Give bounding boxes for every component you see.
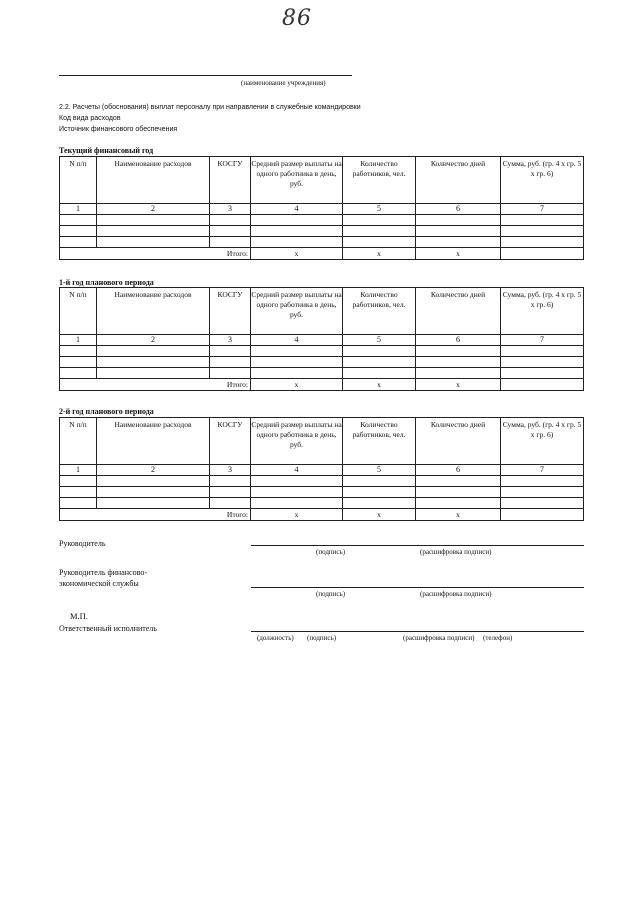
cell[interactable]	[210, 226, 251, 237]
cell[interactable]	[251, 357, 343, 368]
col-header: N п/п	[60, 418, 97, 465]
total-row	[60, 509, 584, 521]
cell[interactable]	[343, 487, 416, 498]
signature-executor-position-caption: (должность)	[257, 634, 294, 642]
cell[interactable]	[251, 498, 343, 509]
cell[interactable]	[501, 357, 584, 368]
signature-executor-line[interactable]	[251, 631, 584, 632]
col-number: 1	[60, 204, 97, 215]
cell[interactable]	[416, 498, 501, 509]
col-number: 7	[501, 465, 584, 476]
col-number: 5	[343, 465, 416, 476]
table-plan-year-2	[59, 417, 584, 521]
col-header: Количество работников, чел.	[343, 157, 416, 204]
total-sum-cell[interactable]	[501, 379, 584, 391]
col-number: 7	[501, 335, 584, 346]
col-header: Количество работников, чел.	[343, 288, 416, 335]
cell[interactable]	[97, 226, 210, 237]
signature-finance-label-1: Руководитель финансово-	[59, 568, 147, 577]
cell[interactable]	[60, 346, 97, 357]
cell[interactable]	[97, 357, 210, 368]
cell[interactable]	[210, 368, 251, 379]
col-number: 2	[97, 465, 210, 476]
cell[interactable]	[210, 215, 251, 226]
table-row	[60, 226, 584, 237]
cell[interactable]	[97, 487, 210, 498]
col-header: Количество дней	[416, 418, 501, 465]
signature-head-decode-caption: (расшифровка подписи)	[420, 548, 492, 556]
cell[interactable]	[60, 357, 97, 368]
cell[interactable]	[60, 487, 97, 498]
cell[interactable]	[210, 476, 251, 487]
col-number: 2	[97, 335, 210, 346]
col-number: 3	[210, 465, 251, 476]
col-number: 6	[416, 335, 501, 346]
table-row	[60, 487, 584, 498]
col-header: N п/п	[60, 288, 97, 335]
cell[interactable]	[210, 487, 251, 498]
cell[interactable]	[60, 498, 97, 509]
signature-head-label: Руководитель	[59, 539, 106, 548]
header-calc-title: 2.2. Расчеты (обоснования) выплат персоналу при направлении в служебные командировки	[59, 104, 361, 111]
col-header: Количество работников, чел.	[343, 418, 416, 465]
cell[interactable]	[416, 226, 501, 237]
total-mark: x	[251, 509, 343, 521]
cell[interactable]	[60, 226, 97, 237]
section-title-current-year: Текущий финансовый год	[59, 146, 154, 155]
header-expense-code: Код вида расходов	[59, 115, 121, 122]
table-row	[60, 346, 584, 357]
col-header: КОСГУ	[210, 418, 251, 465]
cell[interactable]	[97, 476, 210, 487]
cell[interactable]	[210, 346, 251, 357]
cell[interactable]	[343, 498, 416, 509]
cell[interactable]	[501, 498, 584, 509]
total-label: Итого:	[60, 248, 251, 260]
col-number: 4	[251, 335, 343, 346]
section-title-plan-year-2: 2-й год планового периода	[59, 407, 154, 416]
page-number: 86	[282, 6, 312, 31]
cell[interactable]	[251, 487, 343, 498]
col-header: Наименование расходов	[97, 418, 210, 465]
cell[interactable]	[501, 487, 584, 498]
col-number: 4	[251, 465, 343, 476]
cell[interactable]	[501, 226, 584, 237]
col-header: Наименование расходов	[97, 157, 210, 204]
col-number: 6	[416, 465, 501, 476]
col-number: 5	[343, 204, 416, 215]
cell[interactable]	[343, 346, 416, 357]
col-number: 6	[416, 204, 501, 215]
cell[interactable]	[343, 476, 416, 487]
signature-head-line[interactable]	[251, 545, 584, 546]
col-number: 3	[210, 335, 251, 346]
cell[interactable]	[97, 498, 210, 509]
table-header-row	[60, 418, 584, 465]
table-plan-year-1	[59, 287, 584, 391]
cell[interactable]	[416, 215, 501, 226]
total-mark: x	[416, 248, 501, 260]
column-number-row	[60, 335, 584, 346]
col-header: Средний размер выплаты на одного работника в день, руб.	[251, 157, 343, 204]
cell[interactable]	[416, 237, 501, 248]
cell[interactable]	[416, 487, 501, 498]
col-header: КОСГУ	[210, 157, 251, 204]
col-header: Количество дней	[416, 288, 501, 335]
col-header: N п/п	[60, 157, 97, 204]
col-header: Средний размер выплаты на одного работника в день, руб.	[251, 418, 343, 465]
cell[interactable]	[210, 357, 251, 368]
col-header: Количество дней	[416, 157, 501, 204]
signature-executor-decode-caption: (расшифровка подписи)	[403, 634, 475, 642]
cell[interactable]	[416, 476, 501, 487]
cell[interactable]	[97, 346, 210, 357]
col-header: Сумма, руб. (гр. 4 x гр. 5 x гр. 6)	[501, 157, 584, 204]
table-row	[60, 215, 584, 226]
cell[interactable]	[343, 226, 416, 237]
col-header: Средний размер выплаты на одного работника в день, руб.	[251, 288, 343, 335]
table-row	[60, 498, 584, 509]
cell[interactable]	[251, 476, 343, 487]
column-number-row	[60, 465, 584, 476]
cell[interactable]	[343, 237, 416, 248]
table-current-year	[59, 156, 584, 260]
header-funding-source: Источник финансового обеспечения	[59, 126, 178, 133]
cell[interactable]	[97, 215, 210, 226]
cell[interactable]	[251, 368, 343, 379]
total-label: Итого:	[60, 379, 251, 391]
total-label: Итого:	[60, 509, 251, 521]
total-sum-cell[interactable]	[501, 509, 584, 521]
table-row	[60, 476, 584, 487]
col-number: 1	[60, 465, 97, 476]
total-row	[60, 379, 584, 391]
col-header: Сумма, руб. (гр. 4 x гр. 5 x гр. 6)	[501, 418, 584, 465]
table-row	[60, 357, 584, 368]
institution-caption: (наименование учреждения)	[241, 79, 326, 87]
col-number: 1	[60, 335, 97, 346]
signature-executor-phone-caption: (телефон)	[483, 634, 513, 642]
signature-finance-line[interactable]	[251, 587, 584, 588]
cell[interactable]	[416, 368, 501, 379]
signature-finance-decode-caption: (расшифровка подписи)	[420, 590, 492, 598]
cell[interactable]	[60, 476, 97, 487]
total-mark: x	[343, 379, 416, 391]
cell[interactable]	[416, 346, 501, 357]
col-number: 2	[97, 204, 210, 215]
total-row	[60, 248, 584, 260]
col-number: 7	[501, 204, 584, 215]
cell[interactable]	[343, 357, 416, 368]
total-mark: x	[343, 509, 416, 521]
total-sum-cell[interactable]	[501, 248, 584, 260]
cell[interactable]	[60, 215, 97, 226]
total-mark: x	[416, 379, 501, 391]
section-title-plan-year-1: 1-й год планового периода	[59, 278, 154, 287]
cell[interactable]	[210, 237, 251, 248]
institution-line	[59, 75, 352, 76]
cell[interactable]	[251, 237, 343, 248]
table-header-row	[60, 288, 584, 335]
total-mark: x	[251, 379, 343, 391]
cell[interactable]	[251, 346, 343, 357]
col-header: КОСГУ	[210, 288, 251, 335]
table-row	[60, 237, 584, 248]
col-header: Сумма, руб. (гр. 4 x гр. 5 x гр. 6)	[501, 288, 584, 335]
total-mark: x	[343, 248, 416, 260]
total-mark: x	[251, 248, 343, 260]
cell[interactable]	[251, 215, 343, 226]
signature-finance-label-2: экономической службы	[59, 579, 139, 588]
column-number-row	[60, 204, 584, 215]
cell[interactable]	[501, 215, 584, 226]
cell[interactable]	[501, 476, 584, 487]
total-mark: x	[416, 509, 501, 521]
cell[interactable]	[97, 368, 210, 379]
cell[interactable]	[97, 237, 210, 248]
cell[interactable]	[501, 346, 584, 357]
cell[interactable]	[251, 226, 343, 237]
cell[interactable]	[416, 357, 501, 368]
cell[interactable]	[343, 215, 416, 226]
cell[interactable]	[210, 498, 251, 509]
signature-finance-sign-caption: (подпись)	[316, 590, 346, 598]
table-row	[60, 368, 584, 379]
col-header: Наименование расходов	[97, 288, 210, 335]
cell[interactable]	[60, 368, 97, 379]
col-number: 4	[251, 204, 343, 215]
cell[interactable]	[501, 368, 584, 379]
cell[interactable]	[343, 368, 416, 379]
col-number: 5	[343, 335, 416, 346]
signature-head-sign-caption: (подпись)	[316, 548, 346, 556]
cell[interactable]	[60, 237, 97, 248]
col-number: 3	[210, 204, 251, 215]
signature-executor-label: Ответственный исполнитель	[59, 624, 157, 633]
signature-executor-sign-caption: (подпись)	[307, 634, 337, 642]
stamp-place: М.П.	[70, 611, 88, 621]
table-header-row	[60, 157, 584, 204]
cell[interactable]	[501, 237, 584, 248]
